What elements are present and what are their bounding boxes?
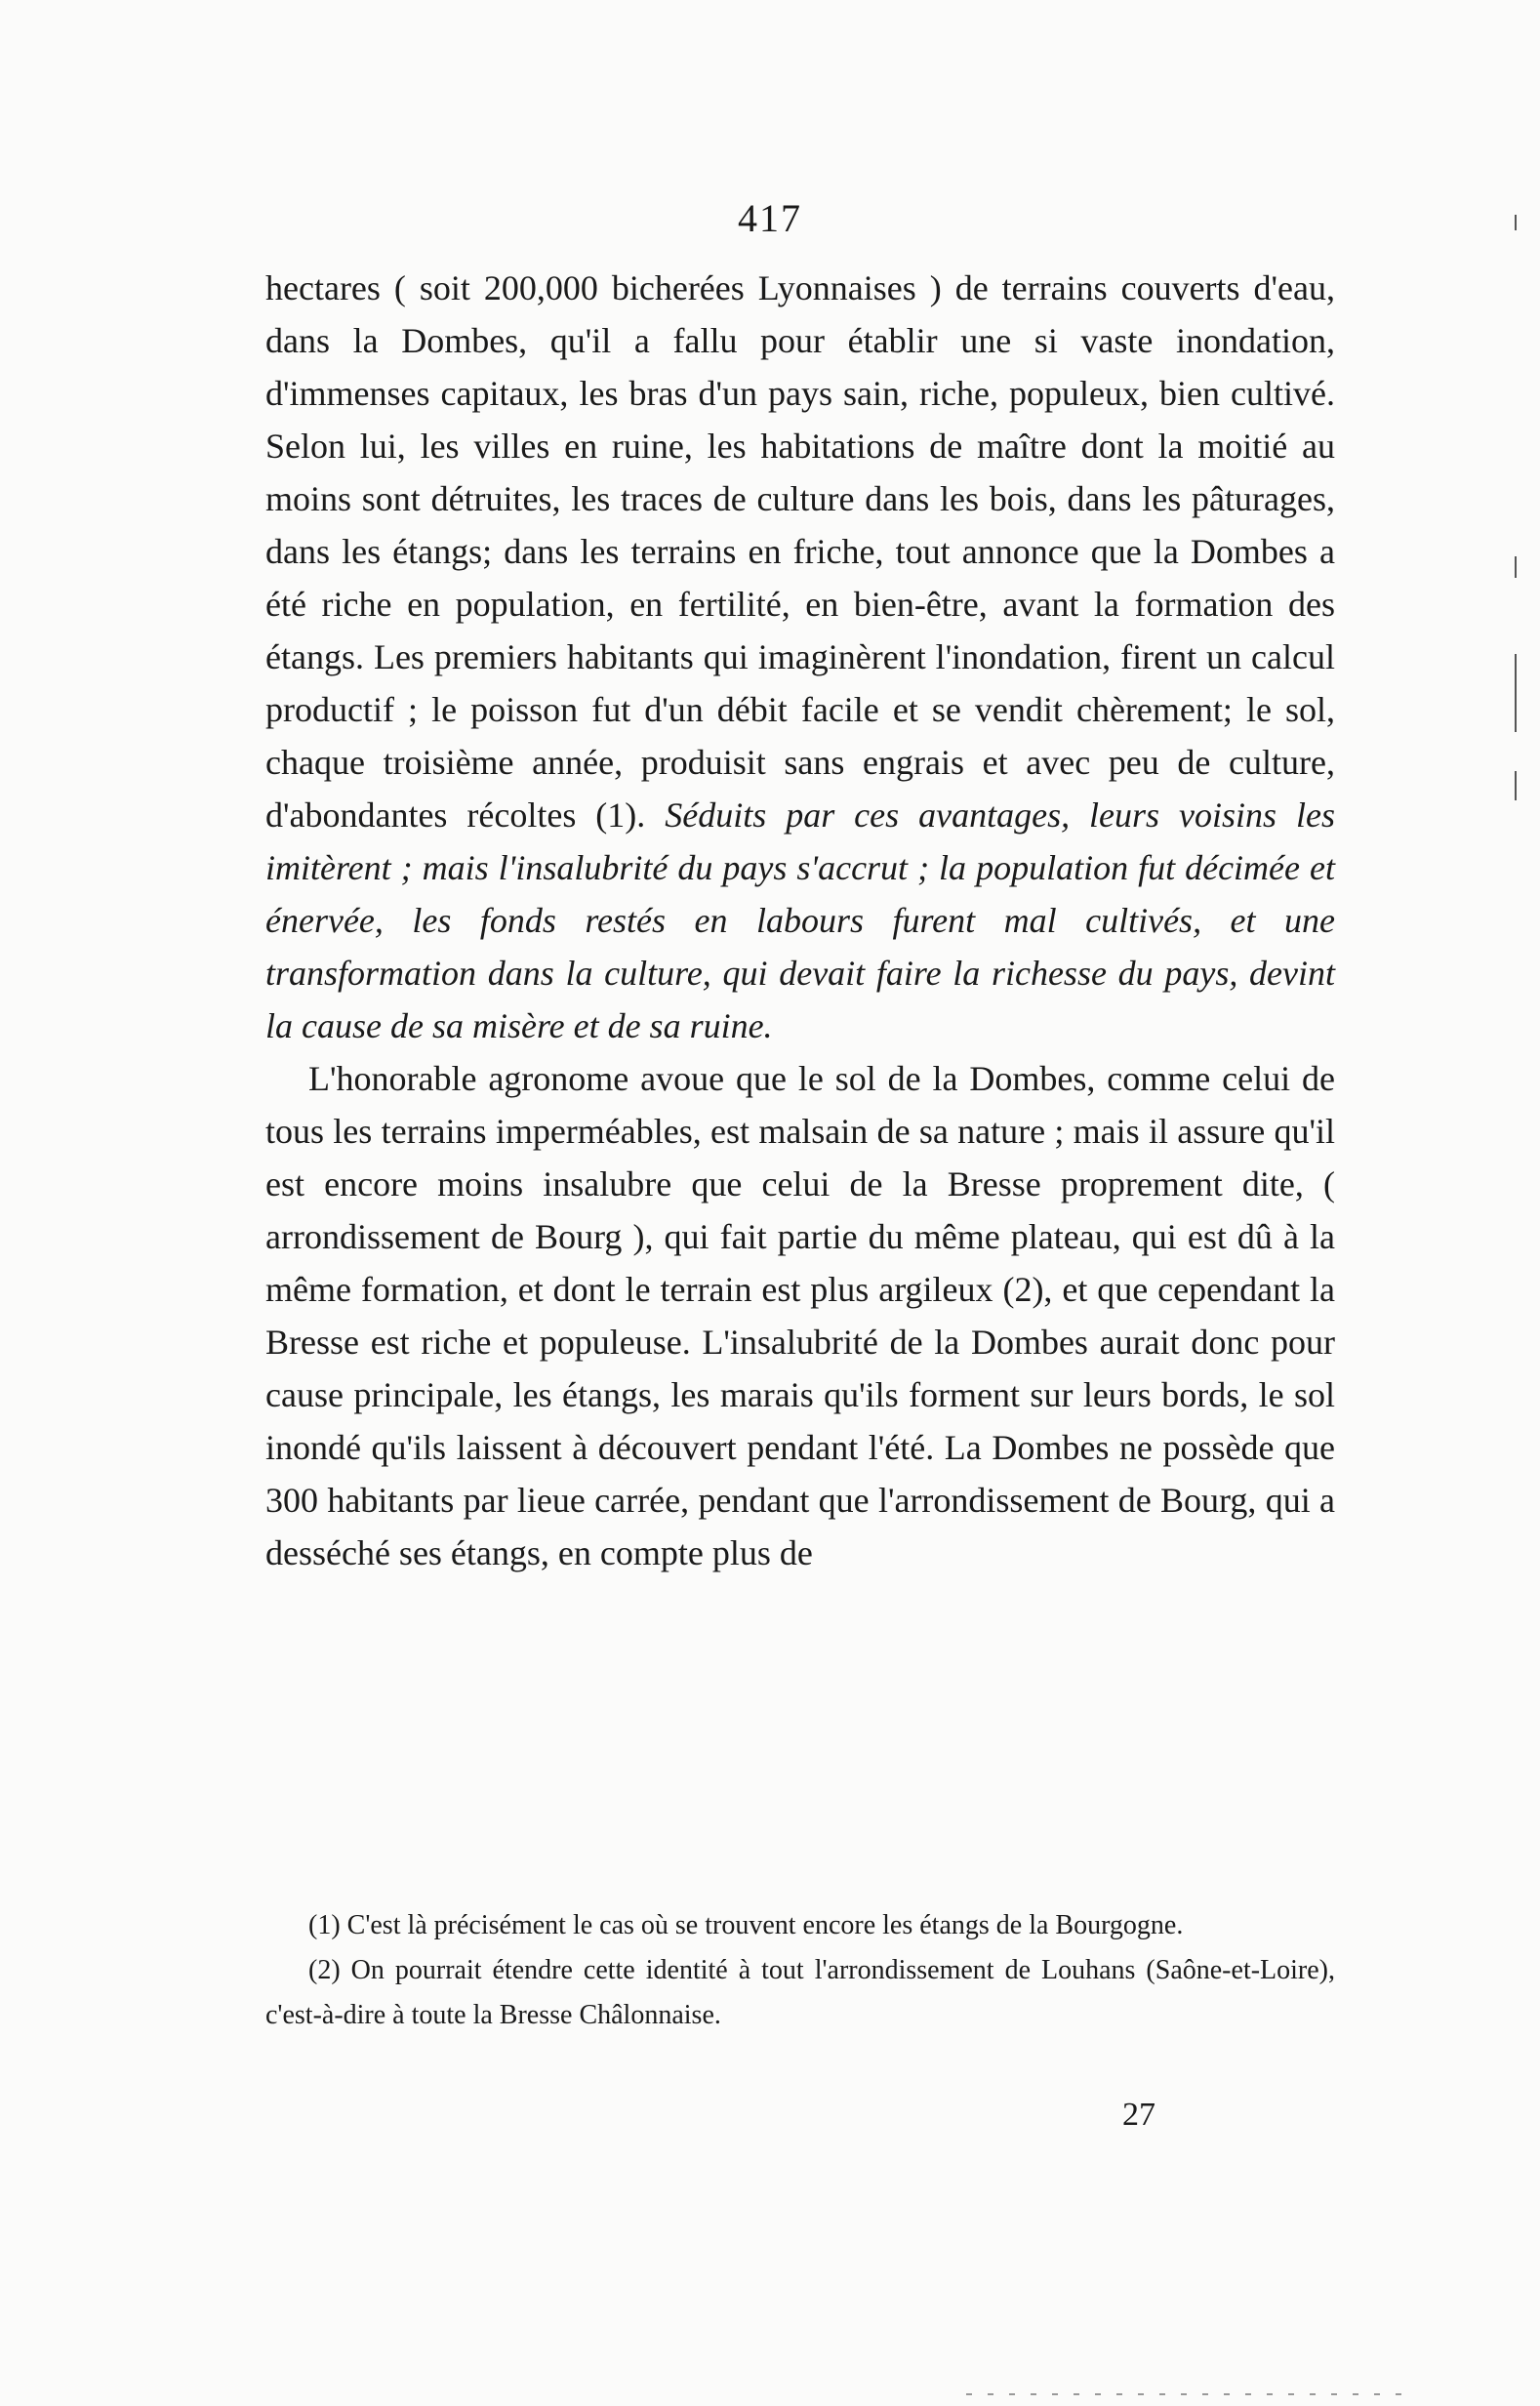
footnote-1: (1) C'est là précisément le cas où se trouvent encore les étangs de la Bourgogne. xyxy=(308,1910,1184,1940)
edge-mark xyxy=(1515,215,1517,230)
page-number: 417 xyxy=(738,196,802,240)
page-edge-marks xyxy=(1515,195,1519,820)
footnotes xyxy=(265,1903,1335,2038)
edge-mark xyxy=(1515,556,1517,578)
edge-mark xyxy=(1515,771,1517,800)
paragraph-1 xyxy=(265,262,1335,1052)
signature-mark: 27 xyxy=(1122,2097,1155,2133)
bottom-edge-marks xyxy=(966,2393,1415,2395)
paragraph-2-text: L'honorable agronome avoue que le sol de la Dombes, comme celui de tous les terrains imperméables, est malsain de sa nature ; mais il assure qu'il est encore moins insalubre que celui de la Bresse proprement dite, ( arrondissement de Bourg ), qui fait partie du même plateau, qui est dû à la même formation, et dont le terrain est plus argileux (2), et que cependant la Bresse est riche et populeuse. L'insalubrité de la Dombes aurait donc pour cause principale, les étangs, les marais qu'ils forment sur leurs bords, le sol inondé qu'ils laissent à découvert pendant l'été. La Dombes ne possède que 300 habitants par lieue carrée, pendant que l'arrondissement de Bourg, qui a desséché ses étangs, en compte plus de xyxy=(265,1059,1335,1572)
body-text xyxy=(265,262,1335,1579)
edge-mark xyxy=(1515,654,1517,732)
paragraph-1-italic-text: Séduits par ces avantages, leurs voisins les imitèrent ; mais l'insalubrité du pays s'accrut ; la population fut décimée et énervée, les fonds restés en labours furent mal cultivés, et une transformation dans la culture, qui devait faire la richesse du pays, devint la cause de sa misère et de sa ruine. xyxy=(265,795,1335,1045)
footnote-2: (2) On pourrait étendre cette identité à tout l'arrondissement de Louhans (Saône-et-Loire), c'est-à-dire à toute la Bresse Châlonnaise. xyxy=(265,1955,1335,2030)
paragraph-2 xyxy=(265,1052,1335,1579)
paragraph-1-text: hectares ( soit 200,000 bicherées Lyonnaises ) de terrains couverts d'eau, dans la Dombes, qu'il a fallu pour établir une si vaste inondation, d'immenses capitaux, les bras d'un pays sain, riche, populeux, bien cultivé. Selon lui, les villes en ruine, les habitations de maître dont la moitié au moins sont détruites, les traces de culture dans les bois, dans les pâturages, dans les étangs; dans les terrains en friche, tout annonce que la Dombes a été riche en population, en fertilité, en bien-être, avant la formation des étangs. Les premiers habitants qui imaginèrent l'inondation, firent un calcul productif ; le poisson fut d'un débit facile et se vendit chèrement; le sol, chaque troisième année, produisit sans engrais et avec peu de culture, d'abondantes récoltes (1). xyxy=(265,268,1335,835)
